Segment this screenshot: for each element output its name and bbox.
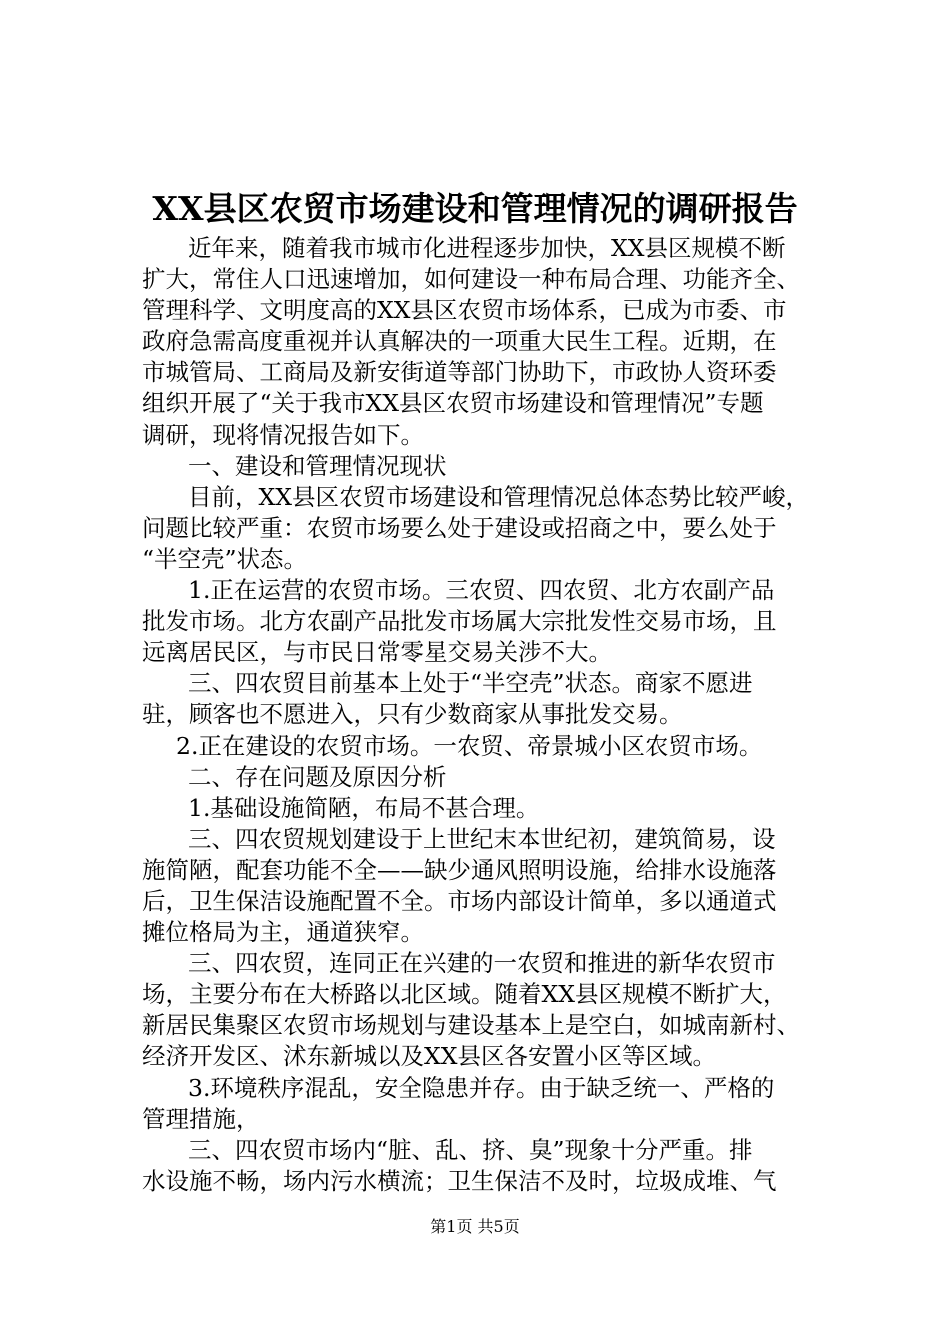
section-heading: 一、建设和管理情况现状 [188,451,447,480]
paragraph-line: 三、四农贸，连同正在兴建的一农贸和推进的新华农贸市 [188,949,776,978]
paragraph-line: 管理科学、文明度高的XX县区农贸市场体系，已成为市委、市 [142,296,787,325]
paragraph-line: 调研，现将情况报告如下。 [142,420,424,449]
paragraph-line: 三、四农贸规划建设于上世纪末本世纪初，建筑简易，设 [188,824,776,853]
paragraph-line: 2.正在建设的农贸市场。一农贸、帝景城小区农贸市场。 [176,731,763,760]
paragraph-line: 经济开发区、沭东新城以及XX县区各安置小区等区域。 [142,1042,716,1071]
paragraph-line: 场，主要分布在大桥路以北区域。随着XX县区规模不断扩大， [142,980,787,1009]
document-title: XX县区农贸市场建设和管理情况的调研报告 [152,189,798,228]
paragraph-line: 摊位格局为主，通道狭窄。 [142,918,424,947]
paragraph-line: 施简陋，配套功能不全——缺少通风照明设施，给排水设施落 [142,855,777,884]
paragraph-line: 驻，顾客也不愿进入，只有少数商家从事批发交易。 [142,700,683,729]
paragraph-line: 新居民集聚区农贸市场规划与建设基本上是空白，如城南新村、 [142,1011,800,1040]
paragraph-line: 政府急需高度重视并认真解决的一项重大民生工程。近期，在 [142,327,777,356]
paragraph-line: 1.基础设施简陋，布局不甚合理。 [188,793,540,822]
paragraph-line: 目前，XX县区农贸市场建设和管理情况总体态势比较严峻， [188,482,809,511]
paragraph-line: 1.正在运营的农贸市场。三农贸、四农贸、北方农副产品 [188,576,775,605]
paragraph-line: 市城管局、工商局及新安街道等部门协助下，市政协人资环委 [142,358,777,387]
paragraph-line: 远离居民区，与市民日常零星交易关涉不大。 [142,638,612,667]
page-number: 第1页 共5页 [430,1217,520,1236]
paragraph-line: 组织开展了“关于我市XX县区农贸市场建设和管理情况”专题 [142,389,764,418]
paragraph-line: 水设施不畅，场内污水横流；卫生保洁不及时，垃圾成堆、气 [142,1166,777,1195]
paragraph-line: “半空壳”状态。 [142,544,308,573]
paragraph-line: 管理措施， [142,1104,260,1133]
document-body [142,233,842,1197]
paragraph-line: 三、四农贸市场内“脏、乱、挤、臭”现象十分严重。排 [188,1135,753,1164]
section-heading: 二、存在问题及原因分析 [188,762,447,791]
paragraph-line: 后，卫生保洁设施配置不全。市场内部设计简单，多以通道式 [142,886,777,915]
paragraph-line: 问题比较严重：农贸市场要么处于建设或招商之中，要么处于 [142,513,777,542]
paragraph-line: 近年来，随着我市城市化进程逐步加快，XX县区规模不断 [188,234,786,262]
paragraph-line: 3.环境秩序混乱，安全隐患并存。由于缺乏统一、严格的 [188,1073,775,1102]
paragraph-line: 批发市场。北方农副产品批发市场属大宗批发性交易市场，且 [142,607,777,636]
paragraph-line: 三、四农贸目前基本上处于“半空壳”状态。商家不愿进 [188,669,753,698]
paragraph-line: 扩大，常住人口迅速增加，如何建设一种布局合理、功能齐全、 [142,265,800,294]
